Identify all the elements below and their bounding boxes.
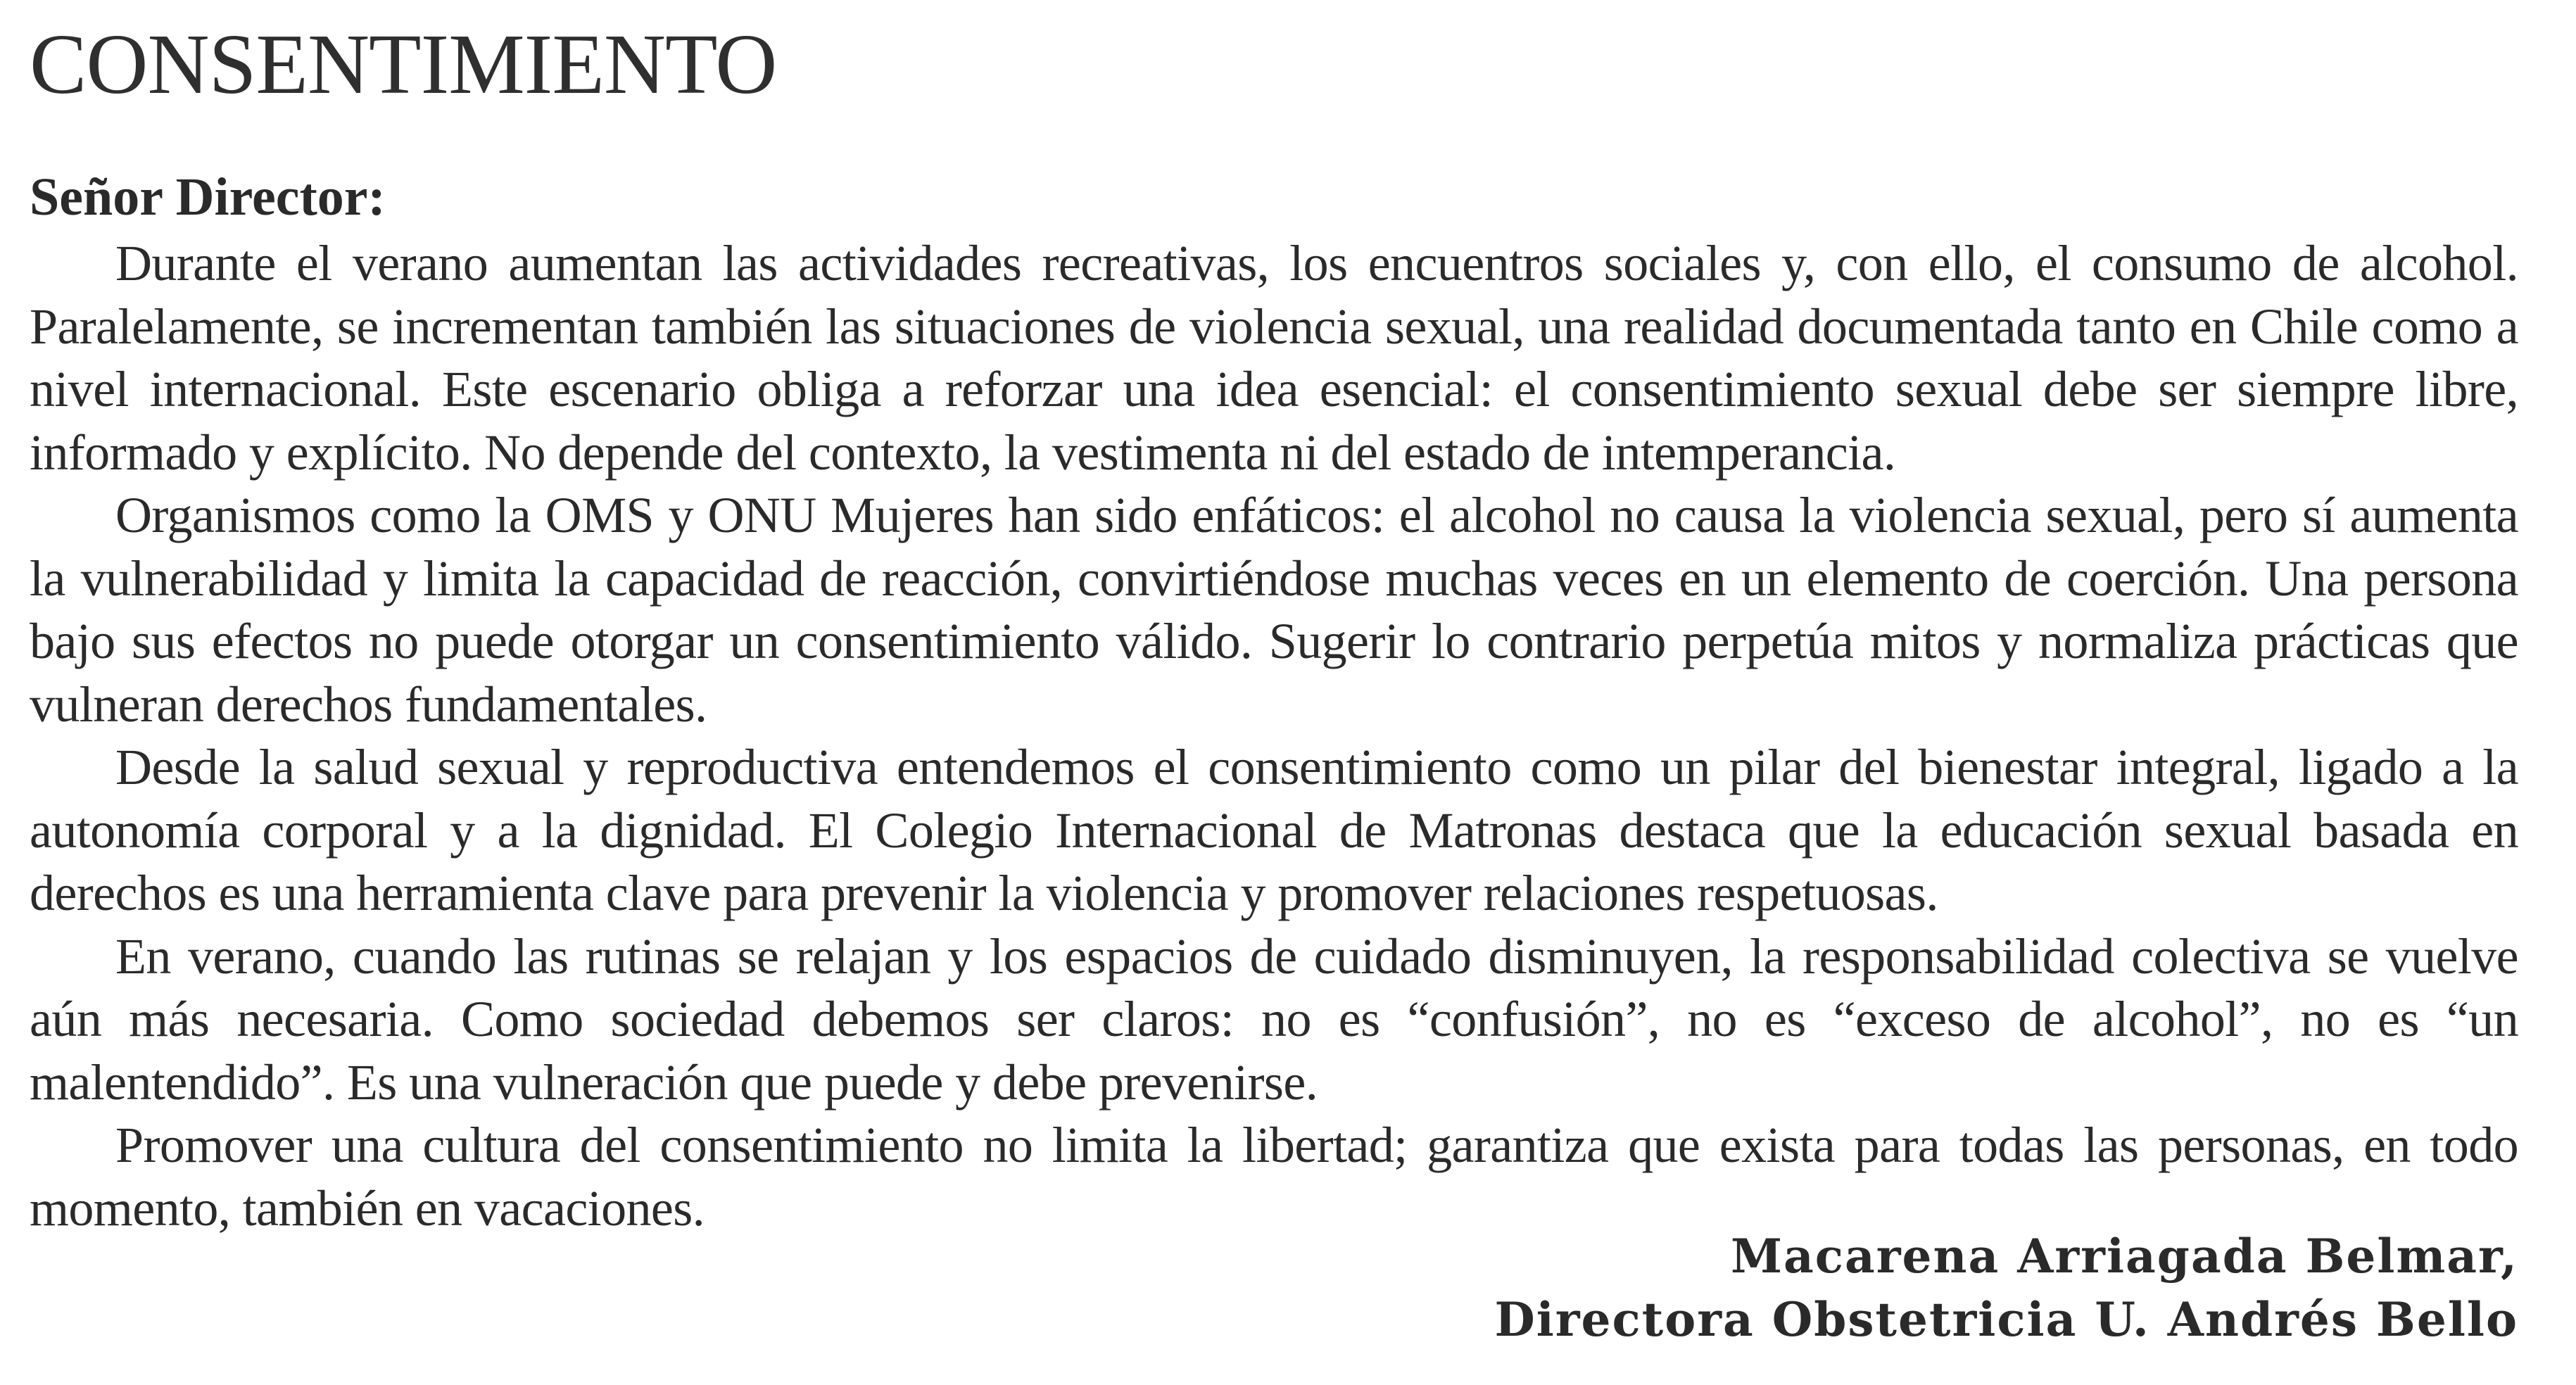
- signature-name: Macarena Arriagada Belmar,: [1730, 1229, 2518, 1284]
- letter-salutation: Señor Director:: [30, 167, 386, 227]
- paragraph-1: Durante el verano aumentan las actividades recreativas, los encuentros sociales y, con ello, el consumo de alcohol. Paralelamente, se incrementan también las situaciones de violencia sexual, una realidad documentada tanto en Chile como a nivel internacional. Este escenario obliga a reforzar una idea esencial: el consentimiento sexual debe ser siempre libre, informado y explícito. No depende del contexto, la vestimenta ni del estado de intemperancia.: [30, 235, 2518, 481]
- paragraph-5: Promover una cultura del consentimiento no limita la libertad; garantiza que exista para todas las personas, en todo momento, también en vacaciones.: [30, 1117, 2518, 1237]
- paragraph-3: Desde la salud sexual y reproductiva entendemos el consentimiento como un pilar del bienestar integral, ligado a la autonomía corporal y a la dignidad. El Colegio Internacional de Matronas destaca que la educación sexual basada en derechos es una herramienta clave para prevenir la violencia y promover relaciones respetuosas.: [30, 739, 2518, 921]
- paragraph-4: En verano, cuando las rutinas se relajan y los espacios de cuidado disminuyen, la responsabilidad colectiva se vuelve aún más necesaria. Como sociedad debemos ser claros: no es “confusión”, no es “exceso de alcohol”, no es “un malentendido”. Es una vulneración que puede y debe prevenirse.: [30, 928, 2518, 1111]
- letter-page: [30, 0, 2518, 1385]
- signature-title: Directora Obstetricia U. Andrés Bello: [1494, 1292, 2518, 1347]
- letter-body: [30, 232, 2518, 1240]
- letter-signature: [1494, 1225, 2518, 1351]
- paragraph-2: Organismos como la OMS y ONU Mujeres han sido enfáticos: el alcohol no causa la violencia sexual, pero sí aumenta la vulnerabilidad y limita la capacidad de reacción, convirtiéndose muchas veces en un elemento de coerción. Una persona bajo sus efectos no puede otorgar un consentimiento válido. Sugerir lo contrario perpetúa mitos y normaliza prácticas que vulneran derechos fundamentales.: [30, 487, 2518, 733]
- letter-headline: CONSENTIMIENTO: [30, 17, 777, 112]
